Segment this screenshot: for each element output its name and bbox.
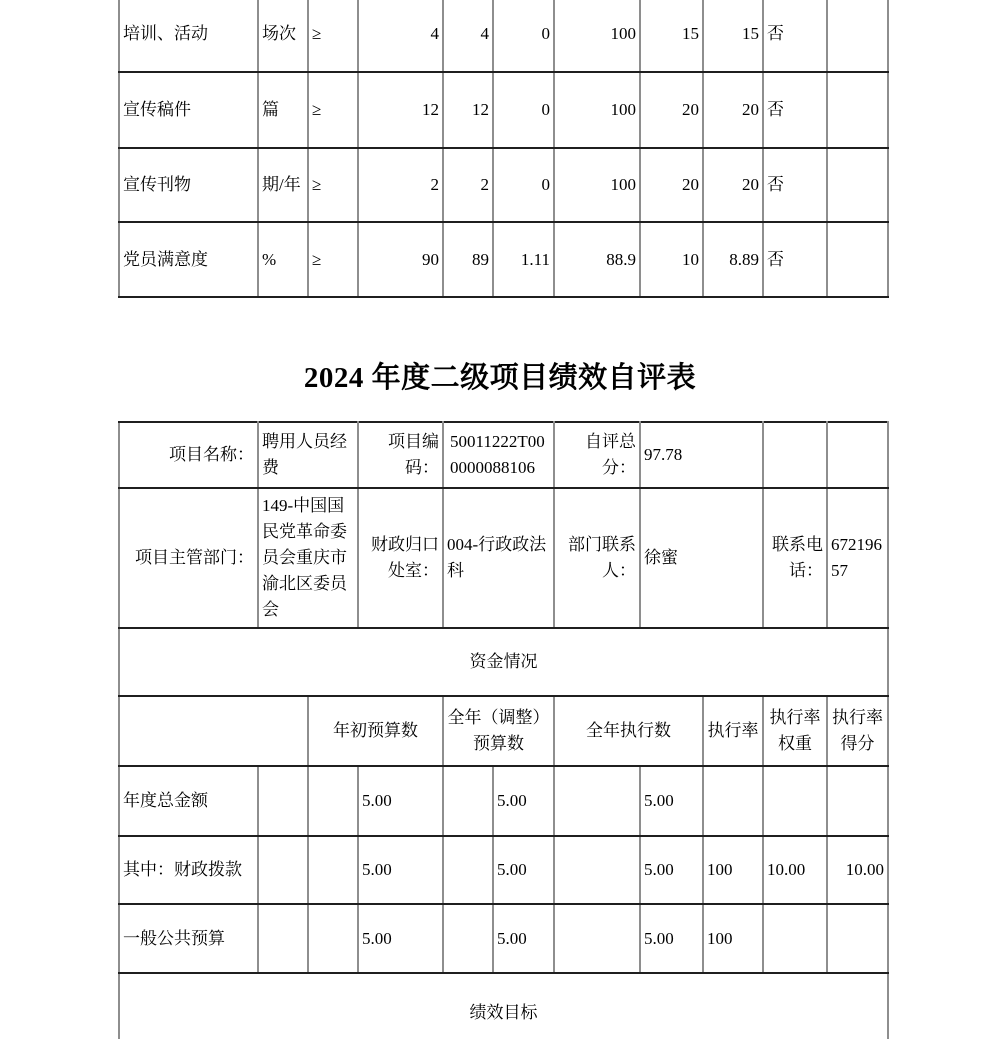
score-cell: 20	[703, 148, 763, 222]
weight-cell: 20	[640, 148, 703, 222]
funds-label-cell: 年度总金额	[119, 766, 258, 836]
indicator-operator-cell: ≥	[308, 222, 358, 297]
target-value-cell: 4	[358, 0, 443, 72]
indicator-score-table	[118, 0, 889, 298]
initial-budget-cell: 5.00	[358, 836, 443, 904]
empty-cell	[554, 766, 640, 836]
contact-value-cell: 徐蜜	[640, 488, 763, 628]
actual-value-cell: 12	[443, 72, 493, 148]
annual-execution-cell: 5.00	[640, 836, 703, 904]
note-cell	[827, 222, 888, 297]
target-value-cell: 90	[358, 222, 443, 297]
project-code-label-cell: 项目编码：	[358, 422, 443, 488]
funds-section-row	[119, 628, 888, 696]
adjusted-budget-cell: 5.00	[493, 766, 554, 836]
initial-budget-cell: 5.00	[358, 766, 443, 836]
note-cell	[827, 72, 888, 148]
goals-section-row	[119, 973, 888, 1039]
adjusted-budget-header-cell: 全年（调整）预算数	[443, 696, 554, 766]
indicator-name-cell: 宣传稿件	[119, 72, 258, 148]
execution-rate-header-cell: 执行率	[703, 696, 763, 766]
score-cell: 8.89	[703, 222, 763, 297]
indicator-name-cell: 党员满意度	[119, 222, 258, 297]
deviation-cell: 0	[493, 0, 554, 72]
completion-rate-cell: 100	[554, 0, 640, 72]
finance-office-label-cell: 财政归口处室：	[358, 488, 443, 628]
phone-label-cell: 联系电话：	[763, 488, 827, 628]
self-score-value-cell: 97.78	[640, 422, 763, 488]
execution-rate-score-header-cell: 执行率得分	[827, 696, 888, 766]
empty-cell	[443, 904, 493, 973]
execution-rate-score-cell: 10.00	[827, 836, 888, 904]
deviation-cell: 0	[493, 148, 554, 222]
goals-section-title-cell: 绩效目标	[119, 973, 888, 1039]
actual-value-cell: 2	[443, 148, 493, 222]
indicator-name-cell: 宣传刊物	[119, 148, 258, 222]
target-value-cell: 2	[358, 148, 443, 222]
project-name-label-cell: 项目名称：	[119, 422, 258, 488]
funds-header-row	[119, 696, 888, 766]
indicator-row	[119, 72, 888, 148]
indicator-operator-cell: ≥	[308, 72, 358, 148]
empty-cell	[554, 904, 640, 973]
empty-cell	[763, 422, 827, 488]
score-cell: 15	[703, 0, 763, 72]
weight-cell: 20	[640, 72, 703, 148]
execution-rate-weight-cell	[763, 904, 827, 973]
project-name-value-cell: 聘用人员经费	[258, 422, 358, 488]
note-cell	[827, 0, 888, 72]
indicator-row	[119, 0, 888, 72]
funds-section-title-cell: 资金情况	[119, 628, 888, 696]
target-value-cell: 12	[358, 72, 443, 148]
project-self-evaluation-table	[118, 421, 889, 1039]
dept-label-cell: 项目主管部门：	[119, 488, 258, 628]
phone-value-cell: 67219657	[827, 488, 888, 628]
execution-rate-weight-header-cell: 执行率权重	[763, 696, 827, 766]
deviation-cell: 1.11	[493, 222, 554, 297]
empty-cell	[258, 766, 308, 836]
funds-label-cell: 一般公共预算	[119, 904, 258, 973]
indicator-row	[119, 148, 888, 222]
annual-execution-cell: 5.00	[640, 904, 703, 973]
execution-rate-score-cell	[827, 766, 888, 836]
indicator-unit-cell: 期/年	[258, 148, 308, 222]
initial-budget-cell: 5.00	[358, 904, 443, 973]
completion-rate-cell: 100	[554, 148, 640, 222]
contact-label-cell: 部门联系人：	[554, 488, 640, 628]
actual-value-cell: 4	[443, 0, 493, 72]
deduction-flag-cell: 否	[763, 222, 827, 297]
deduction-flag-cell: 否	[763, 0, 827, 72]
annual-execution-header-cell: 全年执行数	[554, 696, 703, 766]
completion-rate-cell: 88.9	[554, 222, 640, 297]
indicator-operator-cell: ≥	[308, 148, 358, 222]
project-dept-row	[119, 488, 888, 628]
deviation-cell: 0	[493, 72, 554, 148]
indicator-name-cell: 培训、活动	[119, 0, 258, 72]
indicator-operator-cell: ≥	[308, 0, 358, 72]
empty-cell	[258, 904, 308, 973]
deduction-flag-cell: 否	[763, 148, 827, 222]
execution-rate-cell	[703, 766, 763, 836]
self-score-label-cell: 自评总分：	[554, 422, 640, 488]
indicator-unit-cell: 场次	[258, 0, 308, 72]
indicator-unit-cell: %	[258, 222, 308, 297]
actual-value-cell: 89	[443, 222, 493, 297]
funds-row	[119, 904, 888, 973]
dept-value-cell: 149-中国国民党革命委员会重庆市渝北区委员会	[258, 488, 358, 628]
execution-rate-score-cell	[827, 904, 888, 973]
adjusted-budget-cell: 5.00	[493, 904, 554, 973]
empty-cell	[308, 904, 358, 973]
weight-cell: 15	[640, 0, 703, 72]
funds-row	[119, 766, 888, 836]
empty-cell	[308, 766, 358, 836]
project-info-row	[119, 422, 888, 488]
initial-budget-header-cell: 年初预算数	[308, 696, 443, 766]
empty-cell	[308, 836, 358, 904]
finance-office-value-cell: 004-行政政法科	[443, 488, 554, 628]
empty-cell	[443, 766, 493, 836]
execution-rate-cell: 100	[703, 904, 763, 973]
deduction-flag-cell: 否	[763, 72, 827, 148]
adjusted-budget-cell: 5.00	[493, 836, 554, 904]
empty-cell	[258, 836, 308, 904]
indicator-row	[119, 222, 888, 297]
empty-cell	[827, 422, 888, 488]
weight-cell: 10	[640, 222, 703, 297]
execution-rate-weight-cell: 10.00	[763, 836, 827, 904]
annual-execution-cell: 5.00	[640, 766, 703, 836]
empty-cell	[554, 836, 640, 904]
page-title: 2024 年度二级项目绩效自评表	[303, 362, 697, 394]
execution-rate-cell: 100	[703, 836, 763, 904]
funds-header-empty-cell	[119, 696, 308, 766]
completion-rate-cell: 100	[554, 72, 640, 148]
score-cell: 20	[703, 72, 763, 148]
empty-cell	[443, 836, 493, 904]
funds-row	[119, 836, 888, 904]
funds-label-cell: 其中：财政拨款	[119, 836, 258, 904]
execution-rate-weight-cell	[763, 766, 827, 836]
project-code-value-cell: 50011222T000000088106	[443, 422, 554, 488]
indicator-unit-cell: 篇	[258, 72, 308, 148]
note-cell	[827, 148, 888, 222]
